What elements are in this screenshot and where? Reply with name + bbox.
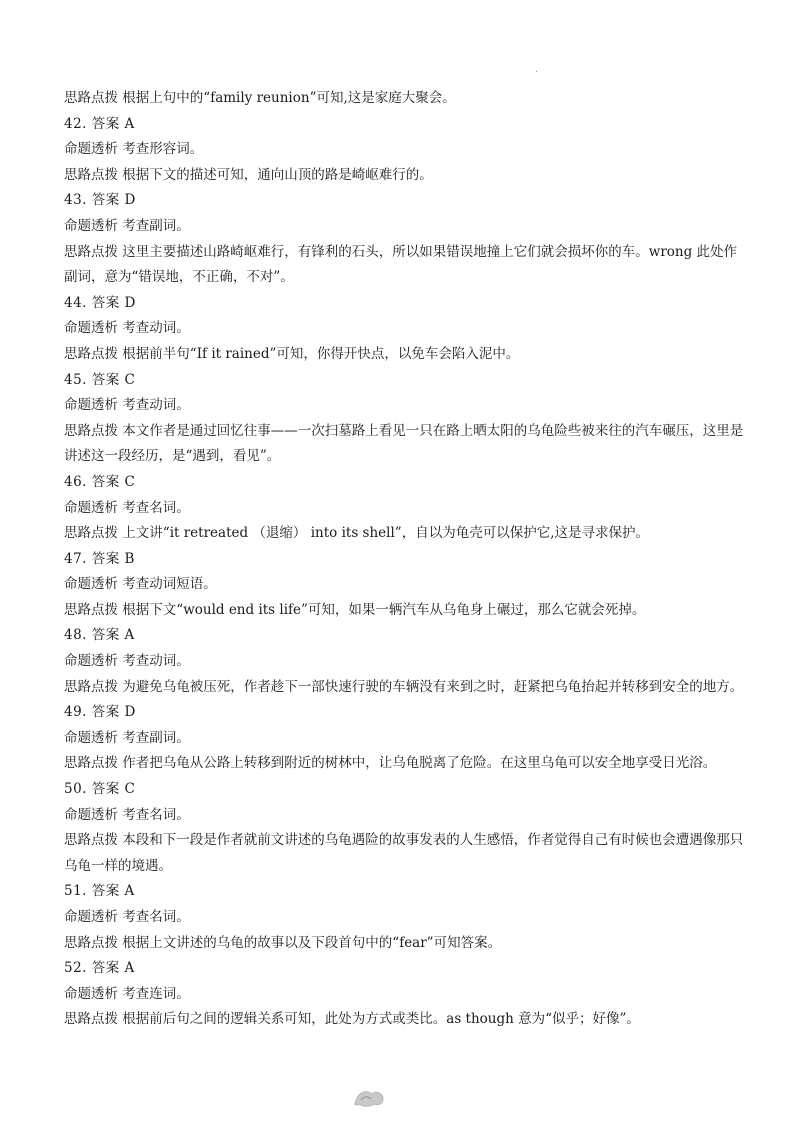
answer-line: 46. 答案 C [64, 473, 136, 490]
answer-line: 47. 答案 B [64, 550, 135, 567]
answer-line: 50. 答案 C [64, 781, 136, 798]
explanation-line: 命题透析 考查动词。 [64, 653, 190, 670]
explanation-line: 思路点拨 本段和下一段是作者就前文讲述的乌龟遇险的故事发表的人生感悟，作者觉得自己有时候也会遭遇像那只乌龟一样的境遇。 [64, 832, 744, 874]
explanation-line: 思路点拨 根据上句中的“family reunion”可知,这是家庭大聚会。 [64, 90, 456, 106]
explanation-line: 思路点拨 为避免乌龟被压死，作者趁下一部快速行驶的车辆没有来到之时，赶紧把乌龟抬起并转移到安全的地方。 [64, 678, 744, 695]
explanation-line: 命题透析 考查形容词。 [64, 141, 204, 158]
answer-line: 49. 答案 D [64, 704, 136, 721]
explanation-line: 思路点拨 上文讲“it retreated （退缩） into its shell”，自以为龟壳可以保护它,这是寻求保护。 [64, 525, 649, 542]
explanation-line: 命题透析 考查连词。 [64, 985, 190, 1002]
answer-line: 42. 答案 A [64, 115, 135, 132]
explanation-line: 命题透析 考查副词。 [64, 217, 190, 234]
explanation-line: 思路点拨 根据下文“would end its life”可知，如果一辆汽车从乌龟身上碾过，那么它就会死掉。 [64, 601, 646, 618]
footer-logo-icon [352, 1086, 386, 1108]
answer-line: 44. 答案 D [64, 294, 136, 311]
answer-line: 45. 答案 C [64, 371, 136, 388]
explanation-line: 命题透析 考查名词。 [64, 499, 190, 516]
answer-line: 43. 答案 D [64, 192, 136, 209]
explanation-line: 命题透析 考查动词短语。 [64, 576, 217, 593]
explanation-line: 思路点拨 作者把乌龟从公路上转移到附近的树林中，让乌龟脱离了危险。在这里乌龟可以安全地享受日光浴。 [64, 755, 717, 772]
answer-line: 52. 答案 A [64, 960, 135, 977]
explanation-line: 命题透析 考查名词。 [64, 909, 190, 925]
explanation-line: 思路点拨 根据上文讲述的乌龟的故事以及下段首句中的“fear”可知答案。 [64, 934, 502, 951]
explanation-line: 思路点拨 本文作者是通过回忆往事——一次扫墓路上看见一只在路上晒太阳的乌龟险些被来往的汽车碾压，这里是讲述这一段经历，是“遇到，看见”。 [64, 422, 744, 465]
explanation-line: 思路点拨 根据下文的描述可知，通向山顶的路是崎岖难行的。 [64, 166, 433, 183]
explanation-line: 命题透析 考查动词。 [64, 397, 190, 414]
explanation-line: 命题透析 考查名词。 [64, 806, 190, 823]
explanation-line: 思路点拨 根据前后句之间的逻辑关系可知，此处为方式或类比。as though 意为“似乎；好像”。 [64, 1011, 640, 1028]
explanation-line: 思路点拨 这里主要描述山路崎岖难行，有锋利的石头，所以如果错误地撞上它们就会损坏你的车。wrong 此处作副词，意为“错误地，不正确，不对”。 [64, 243, 738, 286]
answer-line: 51. 答案 A [64, 883, 135, 900]
answer-line: 48. 答案 A [64, 627, 135, 644]
explanation-line: 思路点拨 根据前半句“If it rained”可知，你得开快点，以免车会陷入泥中。 [64, 345, 520, 362]
explanation-line: 命题透析 考查动词。 [64, 320, 190, 337]
answer-explanations [64, 86, 744, 1033]
explanation-line: 命题透析 考查副词。 [64, 729, 190, 746]
top-dot: · [535, 67, 539, 78]
